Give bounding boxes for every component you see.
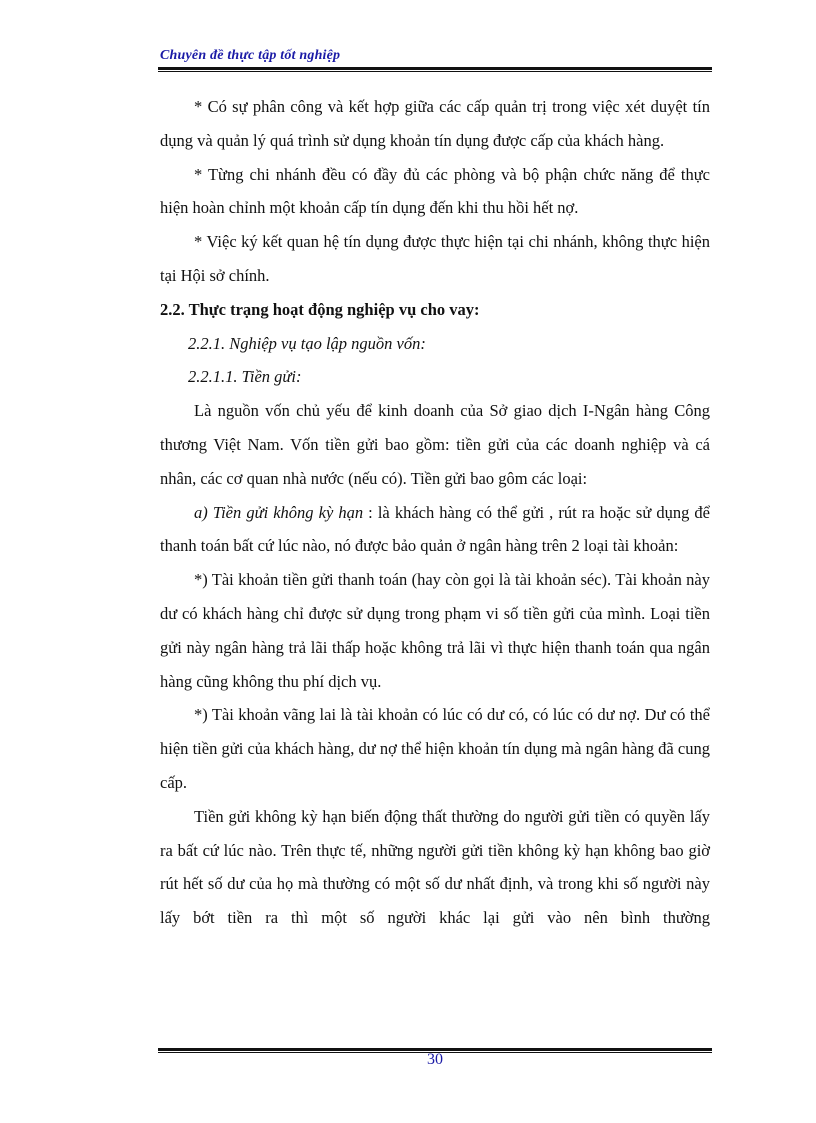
paragraph-6: *) Tài khoản tiền gửi thanh toán (hay còn gọi là tài khoản séc). Tài khoản này dư có khách hàng chỉ được sử dụng trong phạm vi số tiền gửi của mình. Loại tiền gửi này ngân hàng trả lãi thấp hoặc không trả lãi vì thực hiện thanh toán qua ngân hàng cũng không thu phí dịch vụ.	[160, 570, 710, 691]
subsection-heading-2-2-1: 2.2.1. Nghiệp vụ tạo lập nguồn vốn:	[188, 333, 426, 353]
body-text	[160, 90, 710, 935]
term-demand-deposit: a) Tiền gửi không kỳ hạn	[194, 502, 364, 522]
paragraph-5-rest: : là khách hàng có thể gửi , rút ra hoặc sử dụng để thanh toán bất cứ lúc nào, nó được bảo quản ở ngân hàng trên 2 loại tài khoản:	[160, 502, 710, 556]
section-heading-2-2: 2.2. Thực trạng hoạt động nghiệp vụ cho vay:	[160, 299, 480, 319]
subsection-heading-2-2-1-1: 2.2.1.1. Tiền gửi:	[188, 367, 302, 387]
paragraph-4: Là nguồn vốn chủ yếu để kinh doanh của Sở giao dịch I-Ngân hàng Công thương Việt Nam. Vốn tiền gửi bao gồm: tiền gửi của các doanh nghiệp và cá nhân, các cơ quan nhà nước (nếu có). Tiền gửi bao gôm các loại:	[160, 401, 710, 488]
paragraph-5	[160, 496, 710, 564]
header-rule-thin	[158, 71, 712, 72]
paragraph-8: Tiền gửi không kỳ hạn biến động thất thường do người gửi tiền có quyền lấy ra bất cứ lúc nào. Trên thực tế, những người gửi tiền không kỳ hạn không bao giờ rút hết số dư của họ mà thường có một số dư nhất định, và trong khi số người này lấy bớt tiền ra thì một số người khác lại gửi vào nên bình thường	[160, 806, 710, 928]
paragraph-3: * Việc ký kết quan hệ tín dụng được thực hiện tại chi nhánh, không thực hiện tại Hội sở chính.	[160, 232, 710, 285]
running-header-title: Chuyên đề thực tập tốt nghiệp	[160, 48, 341, 63]
paragraph-1: * Có sự phân công và kết hợp giữa các cấp quản trị trong việc xét duyệt tín dụng và quản lý quá trình sử dụng khoản tín dụng được cấp của khách hàng.	[160, 97, 710, 150]
page-number: 30	[427, 1051, 443, 1068]
header-rule-thick	[158, 67, 712, 70]
paragraph-7: *) Tài khoản vãng lai là tài khoản có lúc có dư có, có lúc có dư nợ. Dư có thể hiện tiền gửi của khách hàng, dư nợ thể hiện khoản tín dụng mà ngân hàng đã cung cấp.	[160, 705, 710, 792]
paragraph-2: * Từng chi nhánh đều có đầy đủ các phòng và bộ phận chức năng để thực hiện hoàn chỉnh một khoản cấp tín dụng đến khi thu hồi hết nợ.	[160, 164, 710, 218]
